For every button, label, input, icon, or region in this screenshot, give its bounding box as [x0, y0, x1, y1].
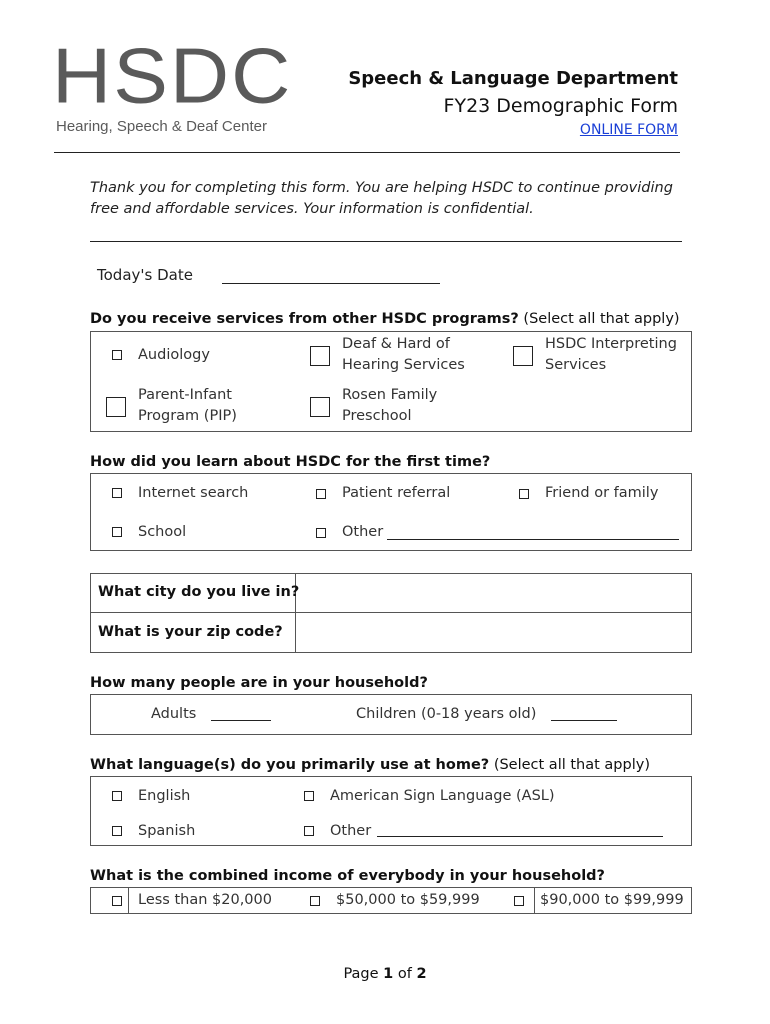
pip-line-1: Parent-Infant — [138, 387, 232, 403]
online-form-link[interactable]: ONLINE FORM — [579, 122, 678, 138]
language-other-label: Other — [330, 823, 372, 839]
learn-other-checkbox[interactable] — [316, 528, 326, 538]
services-question — [90, 311, 680, 327]
english-label: English — [138, 788, 191, 804]
rosen-label — [342, 385, 437, 427]
city-input[interactable] — [297, 575, 690, 611]
friend-family-checkbox[interactable] — [519, 489, 529, 499]
internet-search-checkbox[interactable] — [112, 488, 122, 498]
intro-divider — [90, 241, 682, 242]
income-divider-1 — [128, 887, 129, 914]
household-question — [90, 675, 428, 691]
asl-label: American Sign Language (ASL) — [330, 788, 555, 804]
services-hint: (Select all that apply) — [523, 311, 680, 327]
adults-label: Adults — [151, 706, 197, 722]
interpreting-label — [545, 334, 677, 376]
rosen-line-2: Preschool — [342, 408, 412, 424]
city-label — [98, 584, 299, 600]
of-word: of — [397, 966, 412, 982]
rosen-line-1: Rosen Family — [342, 387, 438, 403]
income-90k-label: $90,000 to $99,999 — [540, 892, 684, 908]
audiology-checkbox[interactable] — [112, 350, 122, 360]
school-label: School — [138, 524, 187, 540]
language-question-text: What language(s) do you primarily use at home? — [90, 757, 490, 773]
page-word: Page — [343, 966, 379, 982]
school-checkbox[interactable] — [112, 527, 122, 537]
language-hint: (Select all that apply) — [493, 757, 650, 773]
learn-other-label: Other — [342, 524, 384, 540]
deaf-hoh-line-1: Deaf & Hard of — [342, 336, 450, 352]
income-50k-label: $50,000 to $59,999 — [336, 892, 480, 908]
learn-question-text: How did you learn about HSDC for the first time? — [90, 454, 491, 470]
date-label: Today's Date — [97, 266, 193, 284]
zip-label — [98, 624, 283, 640]
date-input-line[interactable] — [222, 283, 440, 284]
friend-family-label: Friend or family — [545, 485, 659, 501]
learn-question — [90, 454, 490, 470]
page-current: 1 — [383, 966, 394, 982]
logo-tagline: Hearing, Speech & Deaf Center — [56, 118, 267, 135]
hsdc-logo: HSDC — [52, 33, 293, 120]
interpreting-line-2: Services — [545, 357, 607, 373]
children-label: Children (0-18 years old) — [356, 706, 537, 722]
income-under-20k-checkbox[interactable] — [112, 896, 122, 906]
pip-checkbox[interactable] — [106, 397, 126, 417]
page-total: 2 — [416, 966, 427, 982]
income-question-text: What is the combined income of everybody in your household? — [90, 868, 605, 884]
asl-checkbox[interactable] — [304, 791, 314, 801]
interpreting-checkbox[interactable] — [513, 346, 533, 366]
zip-label-text: What is your zip code? — [98, 624, 283, 640]
services-question-text: Do you receive services from other HSDC programs? — [90, 311, 519, 327]
patient-referral-label: Patient referral — [342, 485, 451, 501]
page-number — [0, 966, 770, 982]
income-question — [90, 868, 605, 884]
interpreting-line-1: HSDC Interpreting — [545, 336, 677, 352]
patient-referral-checkbox[interactable] — [316, 489, 326, 499]
pip-label — [138, 385, 237, 427]
deaf-hoh-label — [342, 334, 465, 376]
english-checkbox[interactable] — [112, 791, 122, 801]
city-label-text: What city do you live in? — [98, 584, 300, 600]
header-divider — [54, 152, 680, 153]
department-title: Speech & Language Department — [348, 68, 678, 89]
income-50k-checkbox[interactable] — [310, 896, 320, 906]
income-90k-checkbox[interactable] — [514, 896, 524, 906]
internet-search-label: Internet search — [138, 485, 249, 501]
audiology-label: Audiology — [138, 347, 210, 363]
language-other-input-line[interactable] — [377, 836, 663, 837]
zip-input[interactable] — [297, 614, 690, 651]
income-under-20k-label: Less than $20,000 — [138, 892, 272, 908]
form-title: FY23 Demographic Form — [443, 95, 678, 117]
language-question — [90, 757, 650, 773]
intro-text: Thank you for completing this form. You are helping HSDC to continue providing free and affordable services. Your information is confidential. — [90, 180, 673, 217]
deaf-hoh-line-2: Hearing Services — [342, 357, 465, 373]
adults-input-line[interactable] — [211, 720, 271, 721]
income-divider-2 — [534, 887, 535, 914]
spanish-label: Spanish — [138, 823, 196, 839]
household-question-text: How many people are in your household? — [90, 675, 428, 691]
spanish-checkbox[interactable] — [112, 826, 122, 836]
deaf-hoh-checkbox[interactable] — [310, 346, 330, 366]
rosen-checkbox[interactable] — [310, 397, 330, 417]
location-table-divider-h — [90, 612, 692, 613]
pip-line-2: Program (PIP) — [138, 408, 237, 424]
children-input-line[interactable] — [551, 720, 617, 721]
language-other-checkbox[interactable] — [304, 826, 314, 836]
learn-other-input-line[interactable] — [387, 539, 679, 540]
